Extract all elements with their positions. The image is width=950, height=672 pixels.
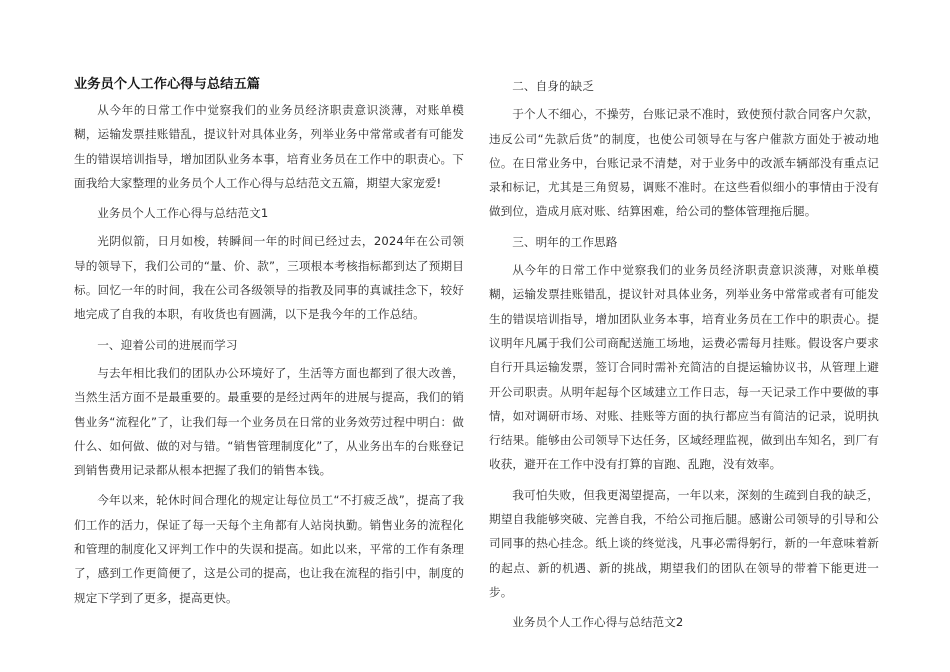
paragraph: 我可怕失败，但我更渴望提高，一年以来，深刻的生疏到自我的缺乏，期望自我能够突破、完善自我，不给公司拖后腿。感谢公司领导的引导和公司同事的热心挂念。纸上谈的终觉浅，凡事必需得躬行，新的一年意味着新的起点、新的机遇、新的挑战，期望我们的团队在领导的带着下能更进一步。: [489, 487, 879, 599]
paragraph: 从今年的日常工作中觉察我们的业务员经济职责意识淡薄，对账单模糊，运输发票挂账错乱，提议针对具体业务，列举业务中常常或者有可能发生的错误培训指导，增加团队业务本事，培育业务员在工作中的职责心。提议明年凡属于我们公司商配送施工场地，运费必需每月挂账。假设客户要求自行开具运输发票，签订合同时需补充简洁的自提运输协议书，从管理上避开公司职责。从明年起每个区域建立工作日志，每一天记录工作中要做的事情，如对调研市场、对账、挂账等方面的执行都应当有简洁的记录，说明执行结果。能够由公司领导下达任务，区域经理监视，做到出车知名，到厂有收获，避开在工作中没有打算的盲跑、乱跑，没有效率。: [489, 263, 879, 472]
left-column: [74, 74, 464, 616]
right-column: [489, 74, 879, 639]
paragraph: 与去年相比我们的团队办公环境好了，生活等方面也都到了很大改善，当然生活方面不是最重要的。最重要的是经过两年的进展与提高，我们的销售业务“流程化”了，让我们每一个业务员在日常的业务效劳过程中明白：做什么、如何做、做的对与错。“销售管理制度化”了，从业务出车的台账登记到销售费用记录都从根本把握了我们的销售本钱。: [74, 365, 464, 478]
paragraph: 于个人不细心，不操劳，台账记录不准时，致使预付款合同客户欠款，违反公司“先款后货”的制度，也使公司领导在与客户催款方面处于被动地位。在日常业务中，台账记录不清楚，对于业务中的改派车辆部没有重点记录和标记，尤其是三角贸易，调账不准时。在这些看似细小的事情由于没有做到位，造成月底对账、结算困难，给公司的整体管理拖后腿。: [489, 107, 879, 219]
paragraph: 光阴似箭，日月如梭，转瞬间一年的时间已经过去，2024年在公司领导的领导下，我们公司的“量、价、款”，三项根本考核指标都到达了预期目标。回忆一年的时间，我在公司各级领导的指教及同事的真诚挂念下，较好地完成了自我的本职，有收货也有圆满，以下是我今年的工作总结。: [74, 234, 464, 322]
section-heading-learning: 一、迎着公司的进展而学习: [97, 337, 238, 352]
section-heading-shortcomings: 二、自身的缺乏: [512, 79, 595, 93]
intro-paragraph: 从今年的日常工作中觉察我们的业务员经济职责意识淡薄，对账单模糊，运输发票挂账错乱，提议针对具体业务，列举业务中常常或者有可能发生的错误培训指导，增加团队业务本事，培育业务员在工作中的职责心。下面我给大家整理的业务员个人工作心得与总结范文五篇，期望大家宠爱!: [74, 103, 464, 190]
section-heading-next-year-plan: 三、明年的工作思路: [512, 234, 618, 249]
paragraph: 今年以来，轮休时间合理化的规定让每位员工“不打疲乏战”，提高了我们工作的活力，保证了每一天每个主角都有人站岗执勤。销售业务的流程化和管理的制度化又评判工作中的失误和提高。如此以来，平常的工作有条理了，感到工作更简便了，这是公司的提高，也让我在流程的指引中，制度的规定下学到了更多，提高更快。: [74, 493, 464, 605]
section-heading-sample-2: 业务员个人工作心得与总结范文2: [512, 615, 684, 630]
section-heading-sample-1: 业务员个人工作心得与总结范文1: [97, 206, 269, 221]
document-title: 业务员个人工作心得与总结五篇: [74, 77, 261, 92]
